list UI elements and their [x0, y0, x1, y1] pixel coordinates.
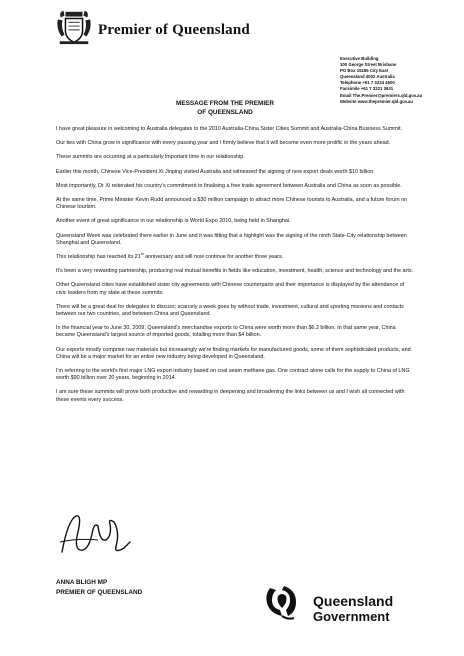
- address-telephone: Telephone +61 7 3224 4500: [340, 80, 395, 86]
- address-line: 100 George Street Brisbane: [340, 62, 397, 68]
- paragraph: Our ties with China grow in significance with every passing year and I firmly believe that it will become even more prolific in the years ahead.: [56, 140, 391, 147]
- logo-word-government: Government: [313, 609, 390, 624]
- paragraph: There will be a great deal for delegates to discuss; scarcely a week goes by without trade, investment, cultural and sporting missions and contacts between our two countries, and between China and Queensland.: [56, 303, 404, 318]
- paragraph: Our exports mostly comprise raw materials but increasingly we're finding markets for manufactured goods, some of them sophisticated products, and China will be a major market for an entire new industry being developed in Queensland.: [56, 346, 411, 360]
- heading-line-1: MESSAGE FROM THE PREMIER: [176, 100, 274, 107]
- signoff-block: [56, 578, 142, 598]
- paragraph: Earlier this month, Chinese Vice-President Xi Jinping visited Australia and witnessed the signing of new export deals worth $10 billion.: [56, 168, 375, 175]
- letter-heading: [110, 99, 340, 117]
- signer-name: ANNA BLIGH MP: [56, 579, 108, 586]
- address-block: [340, 56, 460, 105]
- address-line: PO Box 15185 City East: [340, 68, 389, 74]
- ordinal-suffix: st: [140, 252, 144, 257]
- address-facsimile: Facsimile +61 7 3221 3631: [340, 86, 394, 92]
- paragraph-text: This relationship has reached its 21: [56, 254, 141, 261]
- org-title: Premier of Queensland: [98, 22, 250, 38]
- handwritten-signature: [58, 512, 133, 560]
- letter-body: [56, 126, 416, 411]
- paragraph: I have great pleasure in welcoming to Australia delegates to the 2010 Australia-China Sister Cities Summit and Australia-China Business Summit.: [56, 126, 403, 132]
- paragraph: At the same time, Prime Minister Kevin Rudd announced a $30 million campaign to attract more Chinese tourists to Australia, and a future forum on Chinese tourism.: [56, 197, 408, 211]
- coat-of-arms-icon: [55, 8, 93, 46]
- paragraph: I am sure these summits will prove both productive and rewarding in deepening and broadening the links between us and I wish all connected with these events every success.: [56, 389, 405, 403]
- logo-word-queensland: Queensland: [313, 593, 394, 609]
- paragraph: Other Queensland cities have established sister city agreements with Chinese counterparts and their importance is displayed by the attendance of civic leaders from my state at these summits.: [56, 282, 405, 296]
- address-website: Website www.thepremier.qld.gov.au: [340, 98, 413, 104]
- paragraph: [56, 254, 416, 261]
- paragraph-text: anniversary and will now continue for another three years.: [143, 254, 284, 261]
- signer-title: PREMIER OF QUEENSLAND: [56, 589, 143, 596]
- paragraph: In the financial year to June 30, 2009, Queensland's merchandise exports to China were worth more than $6.2 billion. In that same year, China became Queensland's largest source of imported goods, totalling more than $4 billion.: [56, 325, 396, 339]
- paragraph: I'm referring to the world's first major LNG export industry based on coal seam methane gas. One contract alone calls for the supply to China of LNG worth $90 billion over 20 years, beginning in 2014.: [56, 368, 410, 382]
- heading-line-2: OF QUEENSLAND: [197, 109, 253, 116]
- address-email: Email The.Premier@premiers.qld.gov.au: [340, 92, 423, 98]
- paragraph: Queensland Week was celebrated there earlier in June and it was fitting that a highlight was the signing of the ninth State-City relationship between Shanghai and Queensland.: [56, 232, 407, 246]
- paragraph: Most importantly, Dr Xi reiterated his country's commitment to finalising a free trade agreement between Australia and China as soon as possible.: [56, 182, 402, 189]
- address-line: Executive Building: [340, 56, 379, 61]
- paragraph: It's been a very rewarding partnership, producing real mutual benefits in fields like education, investment, health, science and technology and the arts.: [56, 268, 414, 275]
- paragraph: These summits are occurring at a particularly important time in our relationship.: [56, 154, 245, 161]
- address-line: Queensland 4002 Australia: [340, 74, 395, 80]
- queensland-government-logo-icon: [262, 582, 302, 622]
- paragraph: Another event of great significance in our relationship is World Expo 2010, being held in Shanghai.: [56, 218, 291, 225]
